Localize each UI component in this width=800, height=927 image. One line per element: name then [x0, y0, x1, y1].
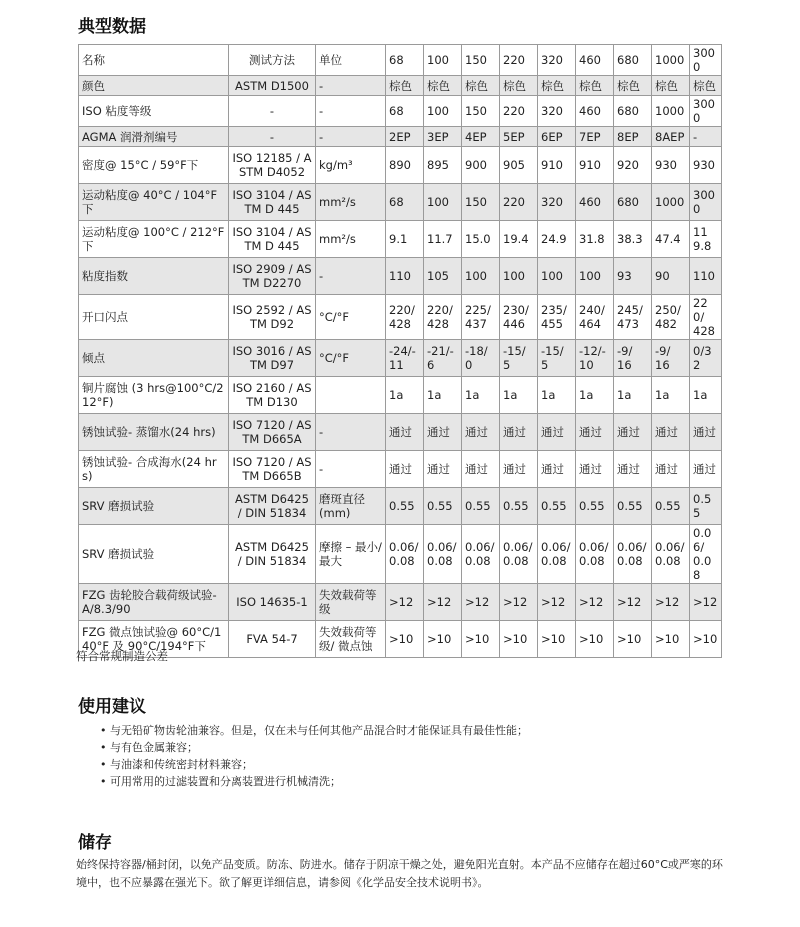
table-cell: °C/°F	[316, 340, 386, 377]
table-cell: 0.55	[652, 488, 690, 525]
table-cell: 460	[576, 96, 614, 127]
table-cell: -	[690, 127, 722, 147]
table-row	[79, 184, 722, 221]
table-cell: 棕色	[614, 76, 652, 96]
table-cell: 1000	[652, 184, 690, 221]
table-cell: 100	[500, 258, 538, 295]
table-cell: 1a	[462, 377, 500, 414]
storage-paragraph: 始终保持容器/桶封闭，以免产品变质。防冻、防进水。储存于阴凉干燥之处，避免阳光直射。本产品不应储存在超过60°C或严寒的环境中，也不应暴露在强光下。欲了解更详细信息，请参阅《化学品安全技术说明书》。	[76, 858, 723, 889]
table-row	[79, 525, 722, 584]
table-cell: ISO 7120 / ASTM D665A	[229, 414, 316, 451]
table-cell: 通过	[690, 414, 722, 451]
table-cell: -9/ 16	[652, 340, 690, 377]
table-cell: >10	[424, 621, 462, 658]
table-cell: 通过	[652, 451, 690, 488]
table-cell: -	[316, 451, 386, 488]
table-cell: 通过	[386, 451, 424, 488]
table-cell: -	[316, 127, 386, 147]
table-cell: 320	[538, 45, 576, 76]
table-cell: 460	[576, 184, 614, 221]
table-cell: 铜片腐蚀 (3 hrs@100°C/212°F)	[79, 377, 229, 414]
table-cell: 开口闪点	[79, 295, 229, 340]
table-cell: 19.4	[500, 221, 538, 258]
table-cell: 1000	[652, 96, 690, 127]
table-cell: 930	[652, 147, 690, 184]
table-cell: 棕色	[538, 76, 576, 96]
table-cell: 31.8	[576, 221, 614, 258]
table-cell: ASTM D6425 / DIN 51834	[229, 525, 316, 584]
list-item-text: 与无铅矿物齿轮油兼容。但是，仅在未与任何其他产品混合时才能保证具有最佳性能；	[110, 724, 528, 737]
table-cell: 910	[538, 147, 576, 184]
list-item-text: 与有色金属兼容；	[110, 741, 198, 754]
list-item	[100, 722, 528, 739]
table-cell: 通过	[386, 414, 424, 451]
table-cell: 220	[500, 45, 538, 76]
table-cell: mm²/s	[316, 184, 386, 221]
table-cell: 100	[424, 96, 462, 127]
table-cell: 棕色	[500, 76, 538, 96]
table-cell: 105	[424, 258, 462, 295]
table-cell: 通过	[462, 414, 500, 451]
table-cell: 900	[462, 147, 500, 184]
table-cell: 15.0	[462, 221, 500, 258]
table-cell: 0.06/ 0.08	[690, 525, 722, 584]
table-cell: >12	[462, 584, 500, 621]
table-cell: -	[316, 414, 386, 451]
table-cell: >10	[386, 621, 424, 658]
table-cell: -21/- 6	[424, 340, 462, 377]
table-cell: 0.06/ 0.08	[500, 525, 538, 584]
table-cell: 47.4	[652, 221, 690, 258]
table-cell: 5EP	[500, 127, 538, 147]
table-cell: kg/m³	[316, 147, 386, 184]
table-cell: 240/ 464	[576, 295, 614, 340]
table-cell: 150	[462, 96, 500, 127]
table-cell: >12	[652, 584, 690, 621]
table-cell: ISO 粘度等级	[79, 96, 229, 127]
table-row	[79, 295, 722, 340]
table-cell: 245/ 473	[614, 295, 652, 340]
table-cell: 失效载荷等级/ 微点蚀	[316, 621, 386, 658]
table-cell: >10	[652, 621, 690, 658]
table-cell: >12	[538, 584, 576, 621]
table-cell: >12	[424, 584, 462, 621]
table-cell: 粘度指数	[79, 258, 229, 295]
table-cell: 锈蚀试验- 合成海水(24 hrs)	[79, 451, 229, 488]
table-cell: 68	[386, 45, 424, 76]
table-cell: 单位	[316, 45, 386, 76]
table-cell: 90	[652, 258, 690, 295]
table-cell: >12	[690, 584, 722, 621]
table-cell: SRV 磨损试验	[79, 525, 229, 584]
table-cell: 通过	[614, 414, 652, 451]
table-cell: 68	[386, 96, 424, 127]
table-cell: 11.7	[424, 221, 462, 258]
table-cell: 680	[614, 45, 652, 76]
table-cell: ISO 3016 / ASTM D97	[229, 340, 316, 377]
table-cell: 通过	[462, 451, 500, 488]
table-cell: 920	[614, 147, 652, 184]
table-row	[79, 147, 722, 184]
table-cell: 棕色	[424, 76, 462, 96]
table-cell: 棕色	[462, 76, 500, 96]
table-cell: 倾点	[79, 340, 229, 377]
table-cell: 0.06/ 0.08	[386, 525, 424, 584]
table-cell: 235/ 455	[538, 295, 576, 340]
table-cell: 通过	[424, 414, 462, 451]
table-cell: 680	[614, 184, 652, 221]
table-cell: FZG 微点蚀试验@ 60°C/140°F 及 90°C/194°F下	[79, 621, 229, 658]
table-cell: 895	[424, 147, 462, 184]
table-cell: 1000	[652, 45, 690, 76]
table-cell: 1a	[690, 377, 722, 414]
table-cell: 4EP	[462, 127, 500, 147]
table-cell: 3000	[690, 96, 722, 127]
table-row	[79, 127, 722, 147]
table-cell: 460	[576, 45, 614, 76]
table-cell: -15/ 5	[500, 340, 538, 377]
table-cell: 0.55	[462, 488, 500, 525]
table-cell: 100	[576, 258, 614, 295]
table-cell: >10	[462, 621, 500, 658]
table-cell: FZG 齿轮胶合载荷级试验-A/8.3/90	[79, 584, 229, 621]
table-cell: FVA 54-7	[229, 621, 316, 658]
table-cell: 220/ 428	[386, 295, 424, 340]
table-cell: 110	[690, 258, 722, 295]
table-cell: 1a	[386, 377, 424, 414]
table-cell: 0.06/ 0.08	[424, 525, 462, 584]
table-cell: 3000	[690, 184, 722, 221]
table-cell: 110	[386, 258, 424, 295]
table-cell: 密度@ 15°C / 59°F下	[79, 147, 229, 184]
table-cell: ISO 3104 / ASTM D 445	[229, 184, 316, 221]
table-cell: 3000	[690, 45, 722, 76]
table-cell: -	[316, 76, 386, 96]
table-cell: 8AEP	[652, 127, 690, 147]
table-cell: 100	[424, 184, 462, 221]
table-cell: 220	[500, 96, 538, 127]
table-cell: 1a	[614, 377, 652, 414]
table-row	[79, 221, 722, 258]
table-cell: 220	[500, 184, 538, 221]
table-cell: ISO 14635-1	[229, 584, 316, 621]
table-cell: 名称	[79, 45, 229, 76]
table-row	[79, 258, 722, 295]
table-cell: -9/ 16	[614, 340, 652, 377]
table-cell: 68	[386, 184, 424, 221]
table-row	[79, 76, 722, 96]
section-title-usage: 使用建议	[78, 697, 146, 717]
table-cell: 测试方法	[229, 45, 316, 76]
table-cell: 锈蚀试验- 蒸馏水(24 hrs)	[79, 414, 229, 451]
table-cell: 930	[690, 147, 722, 184]
table-cell: 通过	[614, 451, 652, 488]
table-cell: 0.55	[614, 488, 652, 525]
typical-data-table	[78, 44, 722, 658]
table-cell: 通过	[690, 451, 722, 488]
section-title-typical-data: 典型数据	[78, 17, 146, 37]
table-cell: 3EP	[424, 127, 462, 147]
table-cell: 运动粘度@ 40°C / 104°F下	[79, 184, 229, 221]
table-cell: 220/ 428	[424, 295, 462, 340]
table-row	[79, 451, 722, 488]
bullet-icon: •	[100, 775, 107, 788]
table-cell: 2EP	[386, 127, 424, 147]
table-row	[79, 621, 722, 658]
table-cell: 320	[538, 96, 576, 127]
table-cell: ASTM D1500	[229, 76, 316, 96]
table-cell: 890	[386, 147, 424, 184]
table-cell: ISO 2592 / ASTM D92	[229, 295, 316, 340]
table-cell: 棕色	[652, 76, 690, 96]
table-cell: 通过	[652, 414, 690, 451]
table-cell: 通过	[538, 451, 576, 488]
table-cell: 24.9	[538, 221, 576, 258]
table-cell: 93	[614, 258, 652, 295]
table-cell: -12/- 10	[576, 340, 614, 377]
table-cell: 9.1	[386, 221, 424, 258]
table-cell: -	[316, 258, 386, 295]
table-cell: -	[229, 127, 316, 147]
table-cell: ISO 7120 / ASTM D665B	[229, 451, 316, 488]
table-cell: 摩擦 – 最小/最大	[316, 525, 386, 584]
table-cell: 通过	[500, 414, 538, 451]
table-cell: -24/- 11	[386, 340, 424, 377]
table-row	[79, 96, 722, 127]
table-cell: >10	[500, 621, 538, 658]
table-row	[79, 377, 722, 414]
table-cell: AGMA 润滑剂编号	[79, 127, 229, 147]
tolerance-note: 符合常规制造公差	[76, 649, 168, 663]
table-cell: 失效载荷等级	[316, 584, 386, 621]
table-cell: -15/ 5	[538, 340, 576, 377]
table-cell: >12	[386, 584, 424, 621]
list-item	[100, 739, 528, 756]
table-row	[79, 488, 722, 525]
table-cell: >12	[614, 584, 652, 621]
table-cell: 0.55	[386, 488, 424, 525]
table-cell: >10	[538, 621, 576, 658]
table-cell: 通过	[576, 451, 614, 488]
list-item-text: 可用常用的过滤装置和分离装置进行机械清洗；	[110, 775, 341, 788]
table-cell: 1a	[538, 377, 576, 414]
table-cell: 0.55	[690, 488, 722, 525]
table-cell: 0.55	[424, 488, 462, 525]
table-cell: ISO 2909 / ASTM D2270	[229, 258, 316, 295]
table-cell: ISO 2160 / ASTM D130	[229, 377, 316, 414]
table-cell: >12	[576, 584, 614, 621]
table-cell: 0.06/ 0.08	[462, 525, 500, 584]
table-cell: 1a	[424, 377, 462, 414]
section-title-storage: 储存	[78, 833, 112, 853]
table-cell: 棕色	[690, 76, 722, 96]
table-cell: 1a	[576, 377, 614, 414]
table-cell: 磨斑直径 (mm)	[316, 488, 386, 525]
table-cell: 320	[538, 184, 576, 221]
table-cell: >12	[500, 584, 538, 621]
table-cell: 0/32	[690, 340, 722, 377]
table-cell: ISO 12185 / ASTM D4052	[229, 147, 316, 184]
table-cell: 119.8	[690, 221, 722, 258]
table-cell: 通过	[424, 451, 462, 488]
bullet-icon: •	[100, 741, 107, 754]
list-item	[100, 756, 528, 773]
table-cell: 6EP	[538, 127, 576, 147]
table-cell: 250/ 482	[652, 295, 690, 340]
table-cell: 0.55	[576, 488, 614, 525]
table-cell: 220/ 428	[690, 295, 722, 340]
table-cell: ISO 3104 / ASTM D 445	[229, 221, 316, 258]
table-cell: 0.06/ 0.08	[652, 525, 690, 584]
table-cell: 225/ 437	[462, 295, 500, 340]
table-cell: 38.3	[614, 221, 652, 258]
table-cell: 颜色	[79, 76, 229, 96]
table-cell: 0.55	[500, 488, 538, 525]
table-cell: 7EP	[576, 127, 614, 147]
table-cell	[316, 377, 386, 414]
table-cell: ASTM D6425 / DIN 51834	[229, 488, 316, 525]
table-cell: 0.55	[538, 488, 576, 525]
table-cell: 8EP	[614, 127, 652, 147]
table-cell: -	[229, 96, 316, 127]
bullet-icon: •	[100, 758, 107, 771]
table-cell: 通过	[538, 414, 576, 451]
table-cell: -18/ 0	[462, 340, 500, 377]
table-cell: 0.06/ 0.08	[614, 525, 652, 584]
table-cell: 0.06/ 0.08	[576, 525, 614, 584]
table-row	[79, 45, 722, 76]
table-cell: 1a	[652, 377, 690, 414]
list-item	[100, 773, 528, 790]
table-cell: -	[316, 96, 386, 127]
table-row	[79, 584, 722, 621]
table-cell: 100	[424, 45, 462, 76]
table-cell: 通过	[500, 451, 538, 488]
table-cell: 棕色	[576, 76, 614, 96]
table-cell: >10	[690, 621, 722, 658]
table-cell: 1a	[500, 377, 538, 414]
table-cell: °C/°F	[316, 295, 386, 340]
table-cell: >10	[614, 621, 652, 658]
bullet-icon: •	[100, 724, 107, 737]
table-row	[79, 340, 722, 377]
table-cell: 230/ 446	[500, 295, 538, 340]
usage-list	[100, 722, 528, 790]
table-cell: >10	[576, 621, 614, 658]
table-cell: SRV 磨损试验	[79, 488, 229, 525]
table-cell: 100	[462, 258, 500, 295]
table-cell: 通过	[576, 414, 614, 451]
table-cell: 0.06/ 0.08	[538, 525, 576, 584]
table-cell: 905	[500, 147, 538, 184]
table-cell: 680	[614, 96, 652, 127]
table-cell: 150	[462, 184, 500, 221]
table-row	[79, 414, 722, 451]
table-cell: 100	[538, 258, 576, 295]
list-item-text: 与油漆和传统密封材料兼容；	[110, 758, 253, 771]
table-cell: mm²/s	[316, 221, 386, 258]
table-cell: 910	[576, 147, 614, 184]
table-cell: 150	[462, 45, 500, 76]
table-cell: 棕色	[386, 76, 424, 96]
table-cell: 运动粘度@ 100°C / 212°F下	[79, 221, 229, 258]
